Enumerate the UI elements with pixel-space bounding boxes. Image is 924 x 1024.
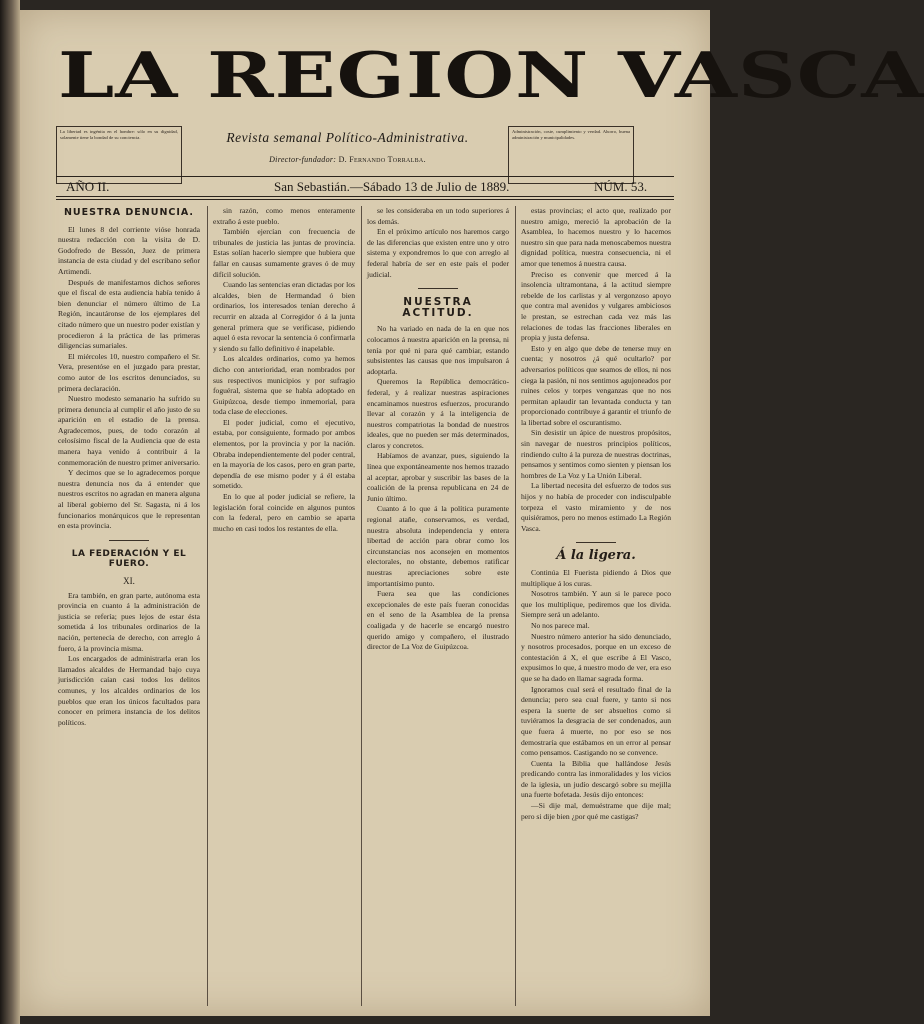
ligera-paragraph: Cuenta la Biblia que hallándose Jesús predicando contra las inmoralidades y los vicios de la iglesia, un judío descargó sobre su mejilla una fuerte bofetada. Jesús dijo entonces: xyxy=(521,758,671,800)
actitud-paragraph: Habíamos de avanzar, pues, siguiendo la línea que expontáneamente nos hemos trazado al aceptar, aprobar y suscribir las bases de la coalición de la prensa republicana en 24 de Junio último. xyxy=(367,451,509,503)
director-label: Director-fundador: xyxy=(269,155,337,164)
ligera-paragraph: Continúa El Fuerista pidiendo á Dios que multiplique á los curas. xyxy=(521,568,671,588)
newspaper-page xyxy=(20,10,924,1016)
federacion-heading: LA FEDERACIÓN Y EL FUERO. xyxy=(71,548,187,570)
header-rule-top xyxy=(56,176,674,177)
col2-paragraph: Los alcaldes ordinarios, como ya hemos dicho con anterioridad, eran nombrados por sus respectivos municipios y por sufragio foguéral, sistema que se había adoptado en Guipúzcoa, desde tiempo inmemorial, para toda clase de elecciones. xyxy=(213,354,355,417)
actitud-paragraph: Queremos la República democrático-federal, y á realizar nuestras aspiraciones encaminamos nuestros esfuerzos, procurando llevar al corazón y á la inteligencia de nuestros compatriotas la bondad de nuestros ideales, que no pueden ser más determinados, claros y concretos. xyxy=(367,377,509,450)
denuncia-paragraph: El lunes 8 del corriente vióse honrada nuestra redacción con la visita de D. Godofredo de Bessón, Juez de primera instancia de esta ciudad y del escribano señor Artimendi. xyxy=(58,224,200,276)
ligera-paragraph: No nos parece mal. xyxy=(531,620,590,630)
ligera-heading: Á la ligera. xyxy=(556,548,636,564)
ligera-paragraph: Ignoramos cual será el resultado final de la denuncia; pero sea cual fuere, y tanto si nos espera la suerte de ser absueltos como si tuviéramos la desgracia de ser condenados, aun que fuera á muerte, no por eso se nos demostraría que estábamos en un error al pensar como pensamos. Castigando no se convence. xyxy=(521,684,671,758)
masthead-title: LA REGION VASCA xyxy=(58,38,924,112)
ligera-paragraph: Nosotros también. Y aun si le parece poco que los multiplique, pediremos que los divida. Siempre será un adelanto. xyxy=(521,589,671,620)
col3-paragraph: En el próximo artículo nos haremos cargo de las diferencias que existen entre uno y otro sistema y expondremos lo que con arreglo al federal habría de ser en este país el poder judicial. xyxy=(367,227,509,279)
column-separator xyxy=(361,206,362,1006)
issue-year: AÑO II. xyxy=(66,179,110,194)
denuncia-paragraph: El miércoles 10, nuestro compañero el Sr. Vera, presentóse en el juzgado para prestar, como autor de los escritos denunciados, su primera declaración. xyxy=(58,351,200,393)
col2-paragraph: Cuando las sentencias eran dictadas por los alcaldes, bien de Hermandad ó bien ordinarios, los interesados tenían derecho á recurrir en alzada al Corregidor ó á la junta general primera que se verificase, pidiendo aquel ó esta revocar la sentencia ó confirmarla y siendo su fallo definitivo é inapelable. xyxy=(213,280,355,353)
col2-paragraph: En lo que al poder judicial se refiere, la legislación foral coincide en algunos puntos con la federal, pero en cambio se aparta mucho en casi todos los restantes de ella. xyxy=(213,492,355,533)
notice-box-right: Administración, coste, cumplimiento y verdad. Ahorro, buena administración y municipalidades. xyxy=(508,126,634,184)
director-name: D. Fernando Torralba. xyxy=(338,155,426,164)
col4-paragraph: La libertad necesita del esfuerzo de todos sus hijos y no había de proceder con indisculpable torpeza el vasto miramiento y de nos quisiéramos, pero no menos estimado La Región Vasca. xyxy=(521,481,671,533)
denuncia-paragraph: Nuestro modesto semanario ha sufrido su primera denuncia al cumplir el año justo de su aparición en el estadio de la prensa. Agradecemos, pues, de todo corazón al celosísimo fiscal de la Audiencia que de esta manera haya venido á contribuir á la conmemoración de nuestro primer aniversario. xyxy=(58,394,200,467)
issue-number: NÚM. 53. xyxy=(594,179,648,194)
page-binding-shadow xyxy=(0,0,20,1024)
actitud-paragraph: Cuanto á lo que á la política puramente regional atañe, conservamos, es verdad, nuestra absoluta independencia y entera libertad de acción para obrar como los circunstancias nos aconsejen en momentos electorales, no obstante, debemos ratificar nuestras apreciaciones sobre este importantísimo punto. xyxy=(367,504,509,588)
column-4 xyxy=(521,206,671,1006)
column-1 xyxy=(58,206,200,1006)
federacion-paragraph: Los encargados de administrarla eran los llamados alcaldes de Hermandad bajo cuya jurisdicción caían casi todos los delitos comunes, y los alcaldes ordinarios de los pueblos que eran los únicos facultados para conocer en primera instancia de los delitos políticos. xyxy=(58,654,200,727)
column-separator xyxy=(515,206,516,1006)
column-3 xyxy=(367,206,509,1006)
notice-box-left: La libertad es ingénita en el hombre: sólo en su dignidad, solamente tiene la bondad de su conciencia. xyxy=(56,126,182,184)
subtitle: Revista semanal Político-Administrativa. xyxy=(226,130,469,145)
actitud-paragraph: No ha variado en nada de la en que nos colocamos á nuestra aparición en la prensa, ni tenía por qué ni para qué cambiar, estando subsistentes las causas que nos impulsaron á adoptarla. xyxy=(367,324,509,376)
col4-paragraph: estas provincias; el acto que, realizado por nuestro amigo, mereció la aprobación de la Asamblea, lo hacemos nuestro y lo hacemos nuestro sin que para nada menoscabemos nuestra dignidad política, nuestra consecuencia, ni el amor que tenemos á nuestra causa. xyxy=(521,206,671,268)
col3-paragraph: se les consideraba en un todo superiores á los demás. xyxy=(367,206,509,226)
federacion-number: XI. xyxy=(123,576,135,586)
section-divider xyxy=(576,542,616,543)
column-separator xyxy=(207,206,208,1006)
col4-paragraph: Sin desistir un ápice de nuestros propósitos, sin navegar de nuestros principios políticos, rindiendo culto á la pureza de nuestras doctrinas, pensamos y sentimos como sienten y piensan los hombres de La Voz y La Unión Liberal. xyxy=(521,428,671,480)
col2-paragraph: El poder judicial, como el ejecutivo, estaba, por consiguiente, formado por ambos elementos, por la provincia y por la nación. Obraba independientemente del poder central, en la mayoría de los casos, pero en gran parte, dependía de ese mismo poder y á él estaba sometido. xyxy=(213,417,355,491)
denuncia-paragraph: Después de manifestarnos dichos señores que el fiscal de esta audiencia había tenido á bien denunciar el número último de La Región, incautáronse de los ejemplares del citado número que un nuestro poder existían y procedieron á la práctica de las primeras diligencias sumariales. xyxy=(58,277,200,351)
col2-paragraph: También ejercían con frecuencia de tribunales de justicia las juntas de provincia. Estas solían hacerlo siempre que hubiera que fallar en causas sumamente graves ó de muy difícil solución. xyxy=(213,227,355,279)
column-2 xyxy=(213,206,355,1006)
header-rule-bottom xyxy=(56,196,674,197)
dateline xyxy=(64,178,668,196)
denuncia-heading: NUESTRA DENUNCIA. xyxy=(63,207,195,218)
col4-paragraph: Esto y en algo que debe de tenerse muy en cuenta; y nosotros ¿á qué ocultarlo? por adversarios políticos que seamos de ellos, ni nos ciega la pasión, ni nos sentimos agujoneados por ruines celos y torpes venganzas que no nos permitan aplaudir tan levantada conducta y tan proporcionado contribuye á garantir el triunfo de la libertad sobre el oscurantismo. xyxy=(521,343,671,427)
ligera-paragraph: Nuestro número anterior ha sido denunciado, y nosotros procesados, porque en un exceso de contestación á X, el que escribe á El Vasco, expusimos lo que, á nuestro modo de ver, era eso que se ha dado en llamar sagrada forma. xyxy=(521,631,671,683)
col4-paragraph: Preciso es convenir que merced á la insolencia ultramontana, á la actitud siempre rebelde de los carlistas y al vergonzoso apoyo que contra mal avenidos y vulgares ambiciosos le prestan, se estrechan cada vez más las relaciones de todas las fracciones liberales en propia y justa defensa. xyxy=(521,269,671,343)
director-line xyxy=(195,155,500,164)
section-divider xyxy=(418,288,458,289)
header-rule-double xyxy=(56,199,674,200)
actitud-heading: NUESTRA ACTITUD. xyxy=(402,296,474,319)
col2-paragraph: sin razón, como menos enteramente extraño á este pueblo. xyxy=(213,206,355,226)
place-date: San Sebastián.—Sábado 13 de Julio de 1889. xyxy=(274,179,510,194)
denuncia-paragraph: Y decimos que se lo agradecemos porque nuestra denuncia nos da á entender que nuestros escritos no agradan en manera alguna al liberal gobierno del Sr. Sagasta, ni á los funcionarios monárquicos que le representan en esta provincia. xyxy=(58,468,200,531)
section-divider xyxy=(109,540,149,541)
actitud-paragraph: Fuera sea que las condiciones excepcionales de este país fueran conocidas en el seno de la Asamblea de la prensa coaligada y de hacerle se encargó nuestro querido amigo y compañero, el ilustrado director de La Voz de Guipúzcoa. xyxy=(367,589,509,652)
ligera-paragraph: —Si dije mal, demuéstrame que dije mal; pero si dije bien ¿por qué me castigas? xyxy=(521,801,671,821)
federacion-paragraph: Era también, en gran parte, autónoma esta provincia en cuanto á la administración de justicia se refería; pues lejos de estar ésta sometida á los tribunales ordinarios de la nación, pertenecía de derecho, con arreglo á fuero, á la provincia misma. xyxy=(58,590,200,653)
